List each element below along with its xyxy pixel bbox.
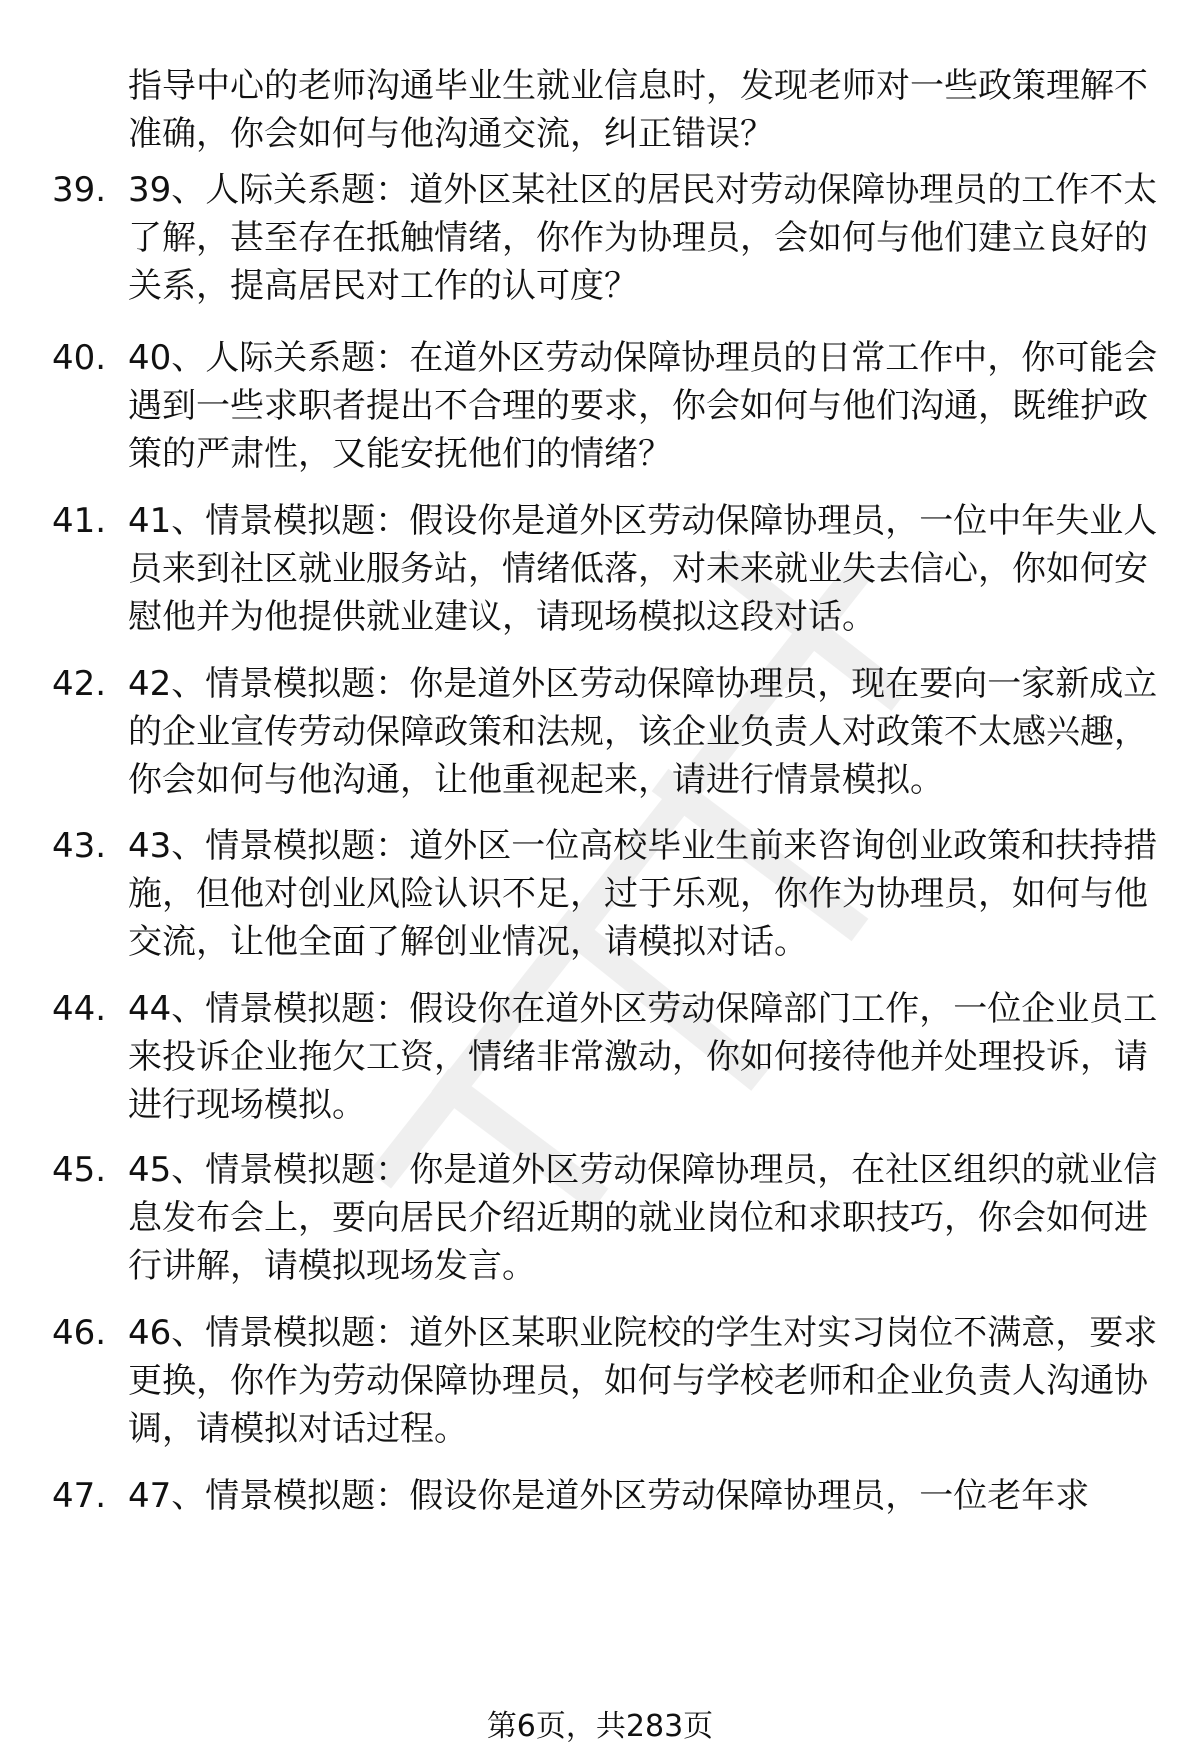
question-number: 44. xyxy=(52,989,107,1029)
question-number: 40. xyxy=(52,338,107,378)
question-text: 40、人际关系题：在道外区劳动保障协理员的日常工作中，你可能会遇到一些求职者提出不合理的要求，你会如何与他们沟通，既维护政策的严肃性，又能安抚他们的情绪？ xyxy=(128,338,1158,474)
page-footer: 第6页，共283页 xyxy=(486,1709,714,1744)
continuation-paragraph: 指导中心的老师沟通毕业生就业信息时，发现老师对一些政策理解不准确，你会如何与他沟通交流，纠正错误？ xyxy=(128,66,1148,154)
question-text: 43、情景模拟题：道外区一位高校毕业生前来咨询创业政策和扶持措施，但他对创业风险认识不足，过于乐观，你作为协理员，如何与他交流，让他全面了解创业情况，请模拟对话。 xyxy=(128,826,1158,962)
question-number: 43. xyxy=(52,826,107,866)
question-number: 47. xyxy=(52,1476,107,1516)
question-text: 44、情景模拟题：假设你在道外区劳动保障部门工作，一位企业员工来投诉企业拖欠工资，情绪非常激动，你如何接待他并处理投诉，请进行现场模拟。 xyxy=(128,989,1158,1125)
question-number: 45. xyxy=(52,1150,107,1190)
question-number: 46. xyxy=(52,1313,107,1353)
question-number: 41. xyxy=(52,501,107,541)
question-text: 42、情景模拟题：你是道外区劳动保障协理员，现在要向一家新成立的企业宣传劳动保障政策和法规，该企业负责人对政策不太感兴趣，你会如何与他沟通，让他重视起来，请进行情景模拟。 xyxy=(128,664,1158,800)
question-text: 46、情景模拟题：道外区某职业院校的学生对实习岗位不满意，要求更换，你作为劳动保障协理员，如何与学校老师和企业负责人沟通协调，请模拟对话过程。 xyxy=(128,1313,1158,1449)
question-number: 42. xyxy=(52,664,107,704)
question-text: 41、情景模拟题：假设你是道外区劳动保障协理员，一位中年失业人员来到社区就业服务站，情绪低落，对未来就业失去信心，你如何安慰他并为他提供就业建议，请现场模拟这段对话。 xyxy=(128,501,1158,637)
question-text: 47、情景模拟题：假设你是道外区劳动保障协理员，一位老年求 xyxy=(128,1476,1090,1516)
question-text: 45、情景模拟题：你是道外区劳动保障协理员，在社区组织的就业信息发布会上，要向居民介绍近期的就业岗位和求职技巧，你会如何进行讲解，请模拟现场发言。 xyxy=(128,1150,1158,1286)
question-number: 39. xyxy=(52,170,107,210)
question-text: 39、人际关系题：道外区某社区的居民对劳动保障协理员的工作不太了解，甚至存在抵触情绪，你作为协理员，会如何与他们建立良好的关系，提高居民对工作的认可度？ xyxy=(128,170,1158,306)
